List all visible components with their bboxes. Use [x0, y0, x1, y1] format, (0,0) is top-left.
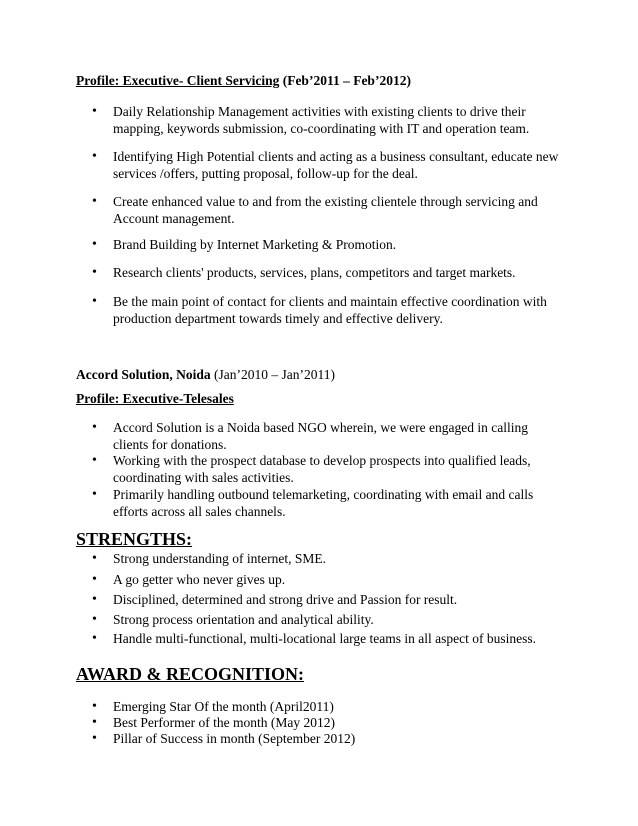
list-item: Emerging Star Of the month (April2011) [113, 699, 334, 714]
list-item: Accord Solution is a Noida based NGO wherein, we were engaged in calling clients for donations. [113, 420, 528, 452]
bullet-icon: • [92, 572, 97, 587]
list-item: Brand Building by Internet Marketing & Promotion. [113, 237, 397, 252]
bullet-icon: • [92, 420, 97, 435]
bullet-icon: • [92, 237, 97, 252]
company-heading-accord [76, 366, 335, 383]
list-item: Strong understanding of internet, SME. [113, 551, 326, 566]
profile-dates: (Feb’2011 – Feb’2012) [279, 73, 411, 88]
profile-heading-client-servicing [76, 72, 411, 89]
profile-label: Profile: Executive- Client Servicing [76, 73, 280, 88]
list-item: Research clients' products, services, plans, competitors and target markets. [113, 265, 516, 280]
list-item: Daily Relationship Management activities with existing clients to drive their mapping, keywords submission, co-coordinating with IT and operation team. [113, 104, 530, 136]
bullet-icon: • [92, 612, 97, 627]
bullet-icon: • [92, 592, 97, 607]
bullet-icon: • [92, 551, 97, 566]
bullet-icon: • [92, 487, 97, 502]
bullet-icon: • [92, 631, 97, 646]
list-item: Strong process orientation and analytical ability. [113, 612, 374, 627]
list-item: Disciplined, determined and strong drive and Passion for result. [113, 592, 458, 607]
list-item: Pillar of Success in month (September 2012) [113, 731, 356, 746]
bullet-icon: • [92, 194, 97, 209]
list-item: Primarily handling outbound telemarketing, coordinating with email and calls efforts across all sales channels. [113, 487, 534, 519]
list-item: A go getter who never gives up. [113, 572, 286, 587]
company-dates: (Jan’2010 – Jan’2011) [210, 367, 335, 382]
list-item: Identifying High Potential clients and acting as a business consultant, educate new services /offers, putting proposal, follow-up for the deal. [113, 149, 559, 181]
bullet-icon: • [92, 715, 97, 730]
profile-heading-telesales [76, 390, 234, 407]
bullet-icon: • [92, 294, 97, 309]
profile-label: Profile: Executive-Telesales [76, 391, 234, 406]
section-title-strengths: STRENGTHS: [76, 529, 193, 549]
list-item: Create enhanced value to and from the existing clientele through servicing and Account management. [113, 194, 538, 226]
list-item: Best Performer of the month (May 2012) [113, 715, 335, 730]
bullet-icon: • [92, 265, 97, 280]
company-name: Accord Solution, Noida [76, 367, 211, 382]
section-title-awards: AWARD & RECOGNITION: [76, 664, 305, 684]
bullet-icon: • [92, 731, 97, 746]
list-item: Be the main point of contact for clients and maintain effective coordination with production department towards timely and effective delivery. [113, 294, 547, 326]
bullet-icon: • [92, 699, 97, 714]
bullet-icon: • [92, 104, 97, 119]
bullet-icon: • [92, 453, 97, 468]
bullet-icon: • [92, 149, 97, 164]
list-item: Handle multi-functional, multi-locational large teams in all aspect of business. [113, 631, 537, 646]
list-item: Working with the prospect database to develop prospects into qualified leads, coordinating with sales activities. [113, 453, 531, 485]
